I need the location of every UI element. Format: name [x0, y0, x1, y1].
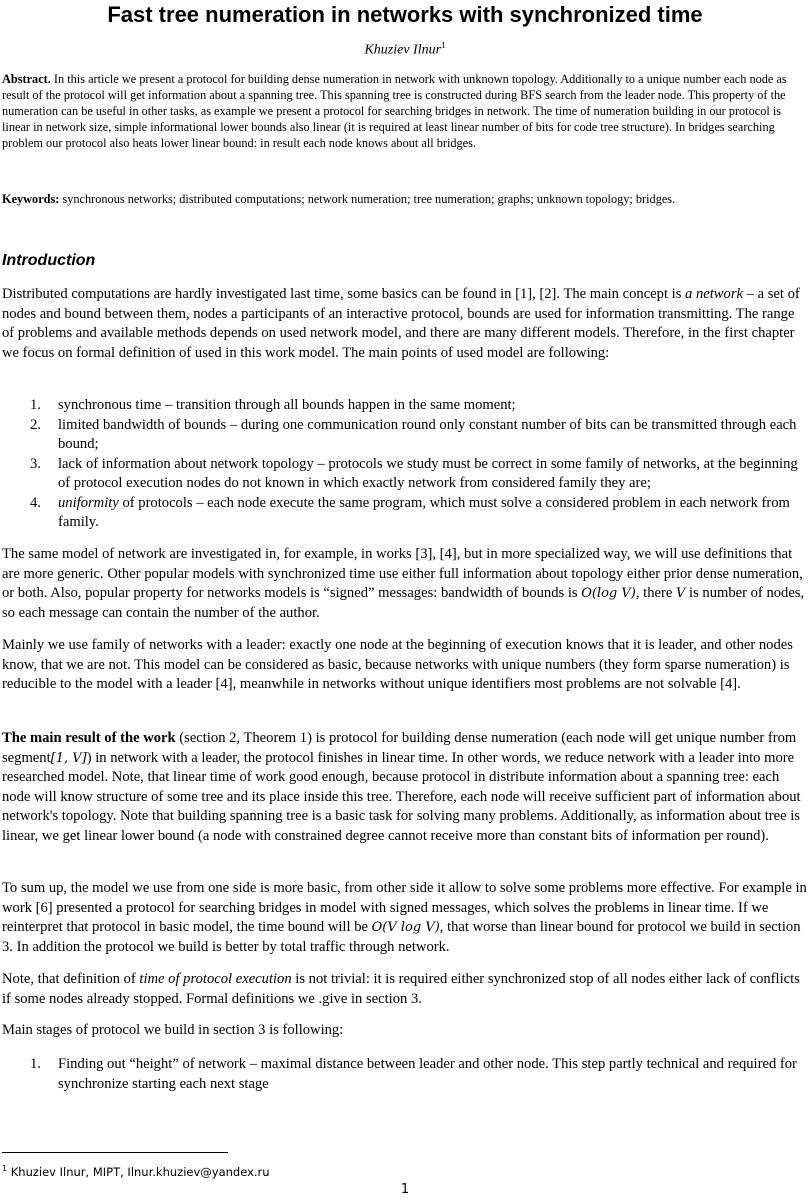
page-number: 1	[400, 1182, 410, 1197]
abstract-label: Abstract.	[2, 72, 51, 86]
keywords-text: synchronous networks; distributed computations; network numeration; tree numeration; graphs; unknown topology; bridges.	[59, 192, 676, 206]
intro-paragraph-3: Mainly we use family of networks with a leader: exactly one node at the beginning of execution knows that it is leader, and other nodes know, that we are not. This model can be considered as basic, because networks with unique numbers (they form sparse numeration) is reducible to the model with a leader [4], meanwhile in networks without unique identifiers most problems are not solvable [4].	[2, 637, 793, 692]
text-run: Distributed computations are hardly investigated last time, some basics can be found in [1], [2]. The main concept is	[2, 286, 686, 302]
paper-title: Fast tree numeration in networks with synchronized time	[107, 2, 703, 27]
list-number: 3.	[30, 455, 41, 472]
emphasis-term: time of protocol execution	[139, 971, 292, 987]
list-item-text: of protocols – each node execute the same program, which must solve a considered problem in each network from family.	[58, 494, 790, 530]
list-item-text: lack of information about network topology – protocols we study must be correct in some family of networks, at the beginning of protocol execution nodes do not known in which exactly network from considered family they are;	[58, 455, 798, 491]
text-run: , that worse than linear bound for protocol we build in section 3. In addition the protocol we build is better by total traffic through network.	[2, 919, 801, 955]
footnote-divider	[2, 1152, 228, 1153]
author-line	[0, 40, 810, 59]
footnote	[2, 1164, 270, 1179]
emphasis-term: a network	[685, 286, 743, 302]
list-item	[2, 416, 808, 455]
protocol-stages-list	[2, 1055, 808, 1094]
list-item	[2, 1055, 808, 1094]
math-expression: O(V log V)	[371, 920, 440, 935]
author-footnote-mark: 1	[441, 40, 446, 50]
list-number: 1.	[30, 1056, 41, 1072]
intro-paragraph-6	[2, 970, 808, 1009]
footnote-mark: 1	[2, 1164, 8, 1173]
text-run: The same model of network are investigated in, for example, in works [3], [4], but in more specialized way, we will use definitions that are more generic. Other popular models with synchronized time use either full information about topology either prior dense numeration, or both. Also, popular property for networks models is “signed” messages: bandwidth of bounds is	[2, 546, 803, 601]
text-run: is not trivial: it is required either synchronized stop of all nodes either lack of conflicts if some nodes already stopped. Formal definitions we .give in section 3.	[2, 971, 800, 1007]
text-run: , there	[635, 585, 676, 601]
list-number: 4.	[30, 494, 41, 511]
text-run: (section 2, Theorem 1) is protocol for building dense numeration (each node will get unique number from segment	[2, 730, 797, 766]
text-run: Note, that definition of	[2, 971, 140, 987]
text-run: is number of nodes, so each message can contain the number of the author.	[2, 585, 805, 621]
math-expression: V	[675, 586, 686, 601]
list-item	[2, 396, 808, 416]
footnote-text: Khuziev Ilnur, MIPT, Ilnur.khuziev@yandex.ru	[7, 1164, 270, 1179]
intro-paragraph-1	[2, 285, 808, 363]
list-item	[2, 455, 808, 494]
keywords-label: Keywords:	[2, 192, 60, 206]
math-expression: [1, V]	[50, 750, 87, 766]
text-run: To sum up, the model we use from one side is more basic, from other side it allow to solve some problems more effective. For example in work [6] presented a protocol for searching bridges in model with signed messages, which solves the problems in linear time. If we reinterpret that protocol in basic model, the time bound will be	[2, 880, 807, 935]
abstract	[2, 71, 802, 151]
abstract-text: In this article we present a protocol for building dense numeration in network with unknown topology. Additionally to a unique number each node as result of the protocol will get information about a spanning tree. This spanning tree is constructed during BFS search from the leader node. This property of the numeration can be useful in other tasks, as example we present a protocol for searching bridges in network. The time of numeration building in our protocol is linear in network size, simple informational lower bounds also linear (it is required at least linear number of bits for code tree structure). In bridges searching problem our protocol also heats lower linear bound: in result each node knows about all bridges.	[2, 72, 787, 150]
bold-term: The main result of the work	[2, 730, 176, 746]
intro-paragraph-4	[2, 729, 808, 846]
model-points-list	[2, 396, 808, 533]
intro-paragraph-7: Main stages of protocol we build in section 3 is following:	[2, 1022, 344, 1038]
section-heading-introduction: Introduction	[2, 252, 96, 269]
list-number: 2.	[30, 416, 41, 433]
intro-paragraph-5	[2, 879, 808, 957]
text-run: – a set of nodes and bound between them, nodes a participants of an interactive protocol, bounds are used for information transmitting. The range of problems and available methods depends on used network model, and there are many different models. Therefore, in the first chapter we focus on formal definition of used in this work model. The main points of used model are following:	[2, 286, 800, 361]
intro-paragraph-2	[2, 545, 808, 623]
list-item-text: synchronous time – transition through all bounds happen in the same moment;	[58, 397, 516, 413]
list-item-text: limited bandwidth of bounds – during one communication round only constant number of bits can be transmitted through each bound;	[58, 416, 797, 452]
keywords	[2, 191, 802, 207]
list-number: 1.	[30, 397, 41, 413]
author-name: Khuziev Ilnur	[364, 42, 442, 58]
list-item-text: Finding out “height” of network – maximal distance between leader and other node. This step partly technical and required for synchronize starting each next stage	[58, 1056, 797, 1092]
emphasis-term: uniformity	[58, 494, 119, 511]
text-run: ) in network with a leader, the protocol finishes in linear time. In other words, we reduce network with a leader into more researched model. Note, that linear time of work good enough, because protocol in distribute information about a spanning tree: each node will know structure of some tree and its place inside this tree. Therefore, each node will receive sufficient part of information about network's topology. Note that building spanning tree is a basic task for solving many problems. Additionally, as information about tree is linear, we get linear lower bound (a node with constrained degree cannot receive more than constant bits of information per round).	[2, 749, 801, 844]
math-expression: O(log V)	[581, 586, 636, 601]
list-item	[2, 494, 808, 533]
